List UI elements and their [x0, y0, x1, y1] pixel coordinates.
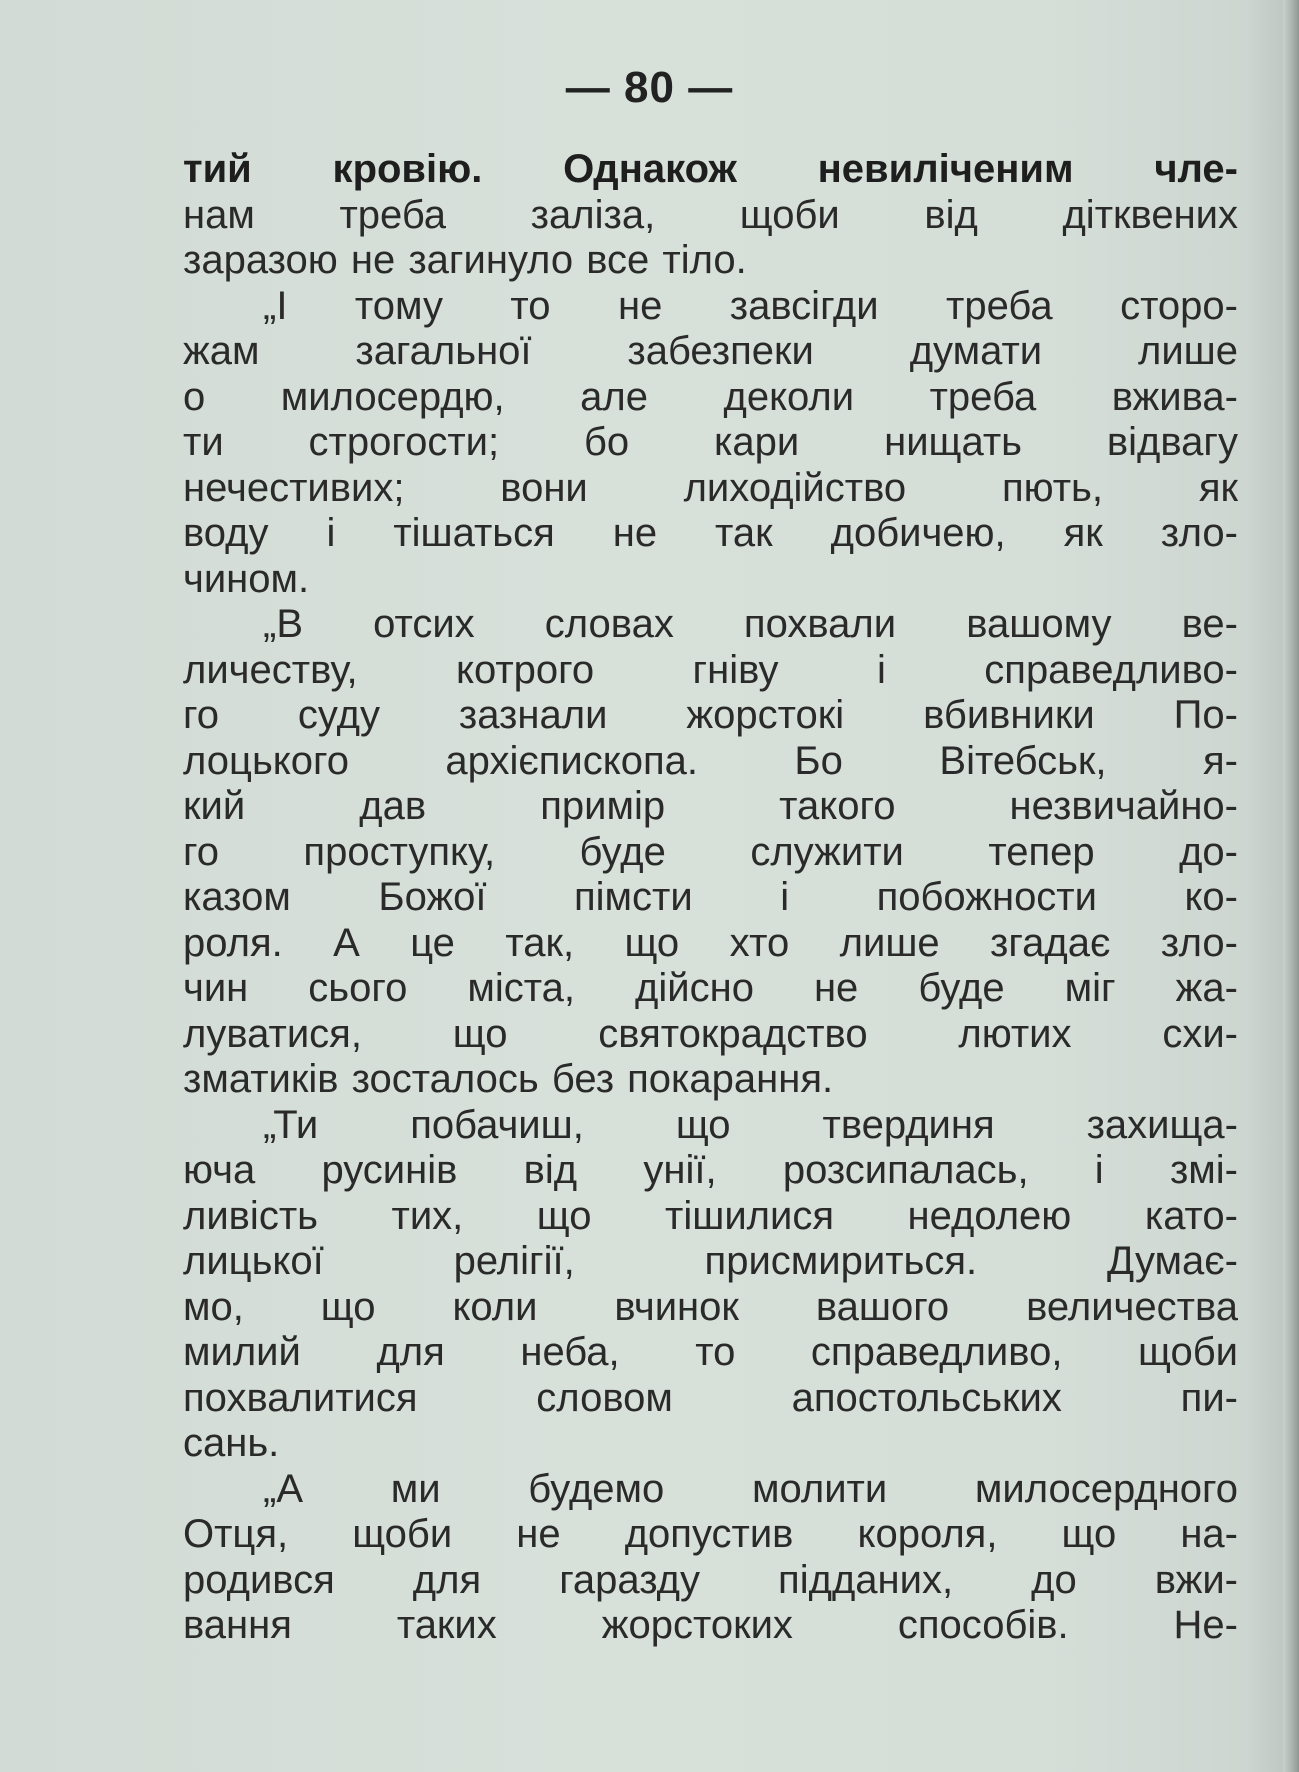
text-line: го проступку, буде служити тепер до- [183, 829, 1238, 874]
text-line: о милосердю, але деколи треба вжива- [183, 374, 1238, 419]
text-line: „Ти побачиш, що твердиня захища- [263, 1102, 1238, 1147]
text-line: кий дав примір такого незвичайно- [183, 784, 1238, 828]
text-line: заразою не загинуло все тіло. [183, 238, 747, 282]
text-line: „А ми будемо молити милосердного [263, 1466, 1238, 1511]
text-line: лоцького архієпископа. Бо Вітебськ, я- [183, 738, 1238, 783]
text-line: „В отсих словах похвали вашому ве- [263, 602, 1238, 646]
text-line: вання таких жорстоких способів. Не- [183, 1603, 1238, 1647]
text-line: нам треба заліза, щоби від дітквених [183, 192, 1238, 237]
text-line: роля. А це так, що хто лише згадає зло- [183, 920, 1238, 965]
page-number: — 80 — [565, 63, 734, 112]
page-edge-shadow [1283, 0, 1299, 1772]
text-line: чином. [183, 556, 310, 601]
text-line: воду і тішаться не так добичею, як зло- [183, 511, 1238, 555]
text-line: нечестивих; вони лиходійство пють, як [183, 465, 1238, 510]
text-line: го суду зазнали жорстокі вбивники По- [183, 693, 1238, 737]
text-line: „І тому то не завсігди треба сторо- [263, 283, 1238, 328]
text-line: луватися, що святокрадство лютих схи- [183, 1011, 1238, 1056]
text-line: чин сього міста, дійсно не буде міг жа- [183, 966, 1238, 1010]
text-line: сань. [183, 1421, 280, 1465]
text-line: казом Божої пімсти і побожности ко- [183, 875, 1238, 919]
text-line: родився для гаразду підданих, до вжи- [183, 1557, 1238, 1602]
text-line: ти строгости; бо кари нищать відвагу [183, 420, 1238, 464]
text-line: похвалитися словом апостольських пи- [183, 1375, 1238, 1420]
text-line: милий для неба, то справедливо, щоби [183, 1330, 1238, 1374]
text-line: тий кровію. Однакож невиліченим чле- [183, 147, 1238, 191]
text-line: зматиків зосталось без покарання. [183, 1057, 834, 1101]
text-line: мо, що коли вчинок вашого величества [183, 1284, 1238, 1329]
text-line: Отця, щоби не допустив короля, що на- [183, 1512, 1238, 1556]
text-line: жам загальної забезпеки думати лише [183, 329, 1238, 373]
body-text [183, 147, 1238, 1649]
text-line: лицької релігії, присмириться. Думає- [183, 1239, 1238, 1283]
text-line: юча русинів від унії, розсипалась, і змі- [183, 1148, 1238, 1192]
text-line: ливість тих, що тішилися недолею като- [183, 1193, 1238, 1238]
text-line: личеству, котрого гніву і справедливо- [183, 647, 1238, 692]
